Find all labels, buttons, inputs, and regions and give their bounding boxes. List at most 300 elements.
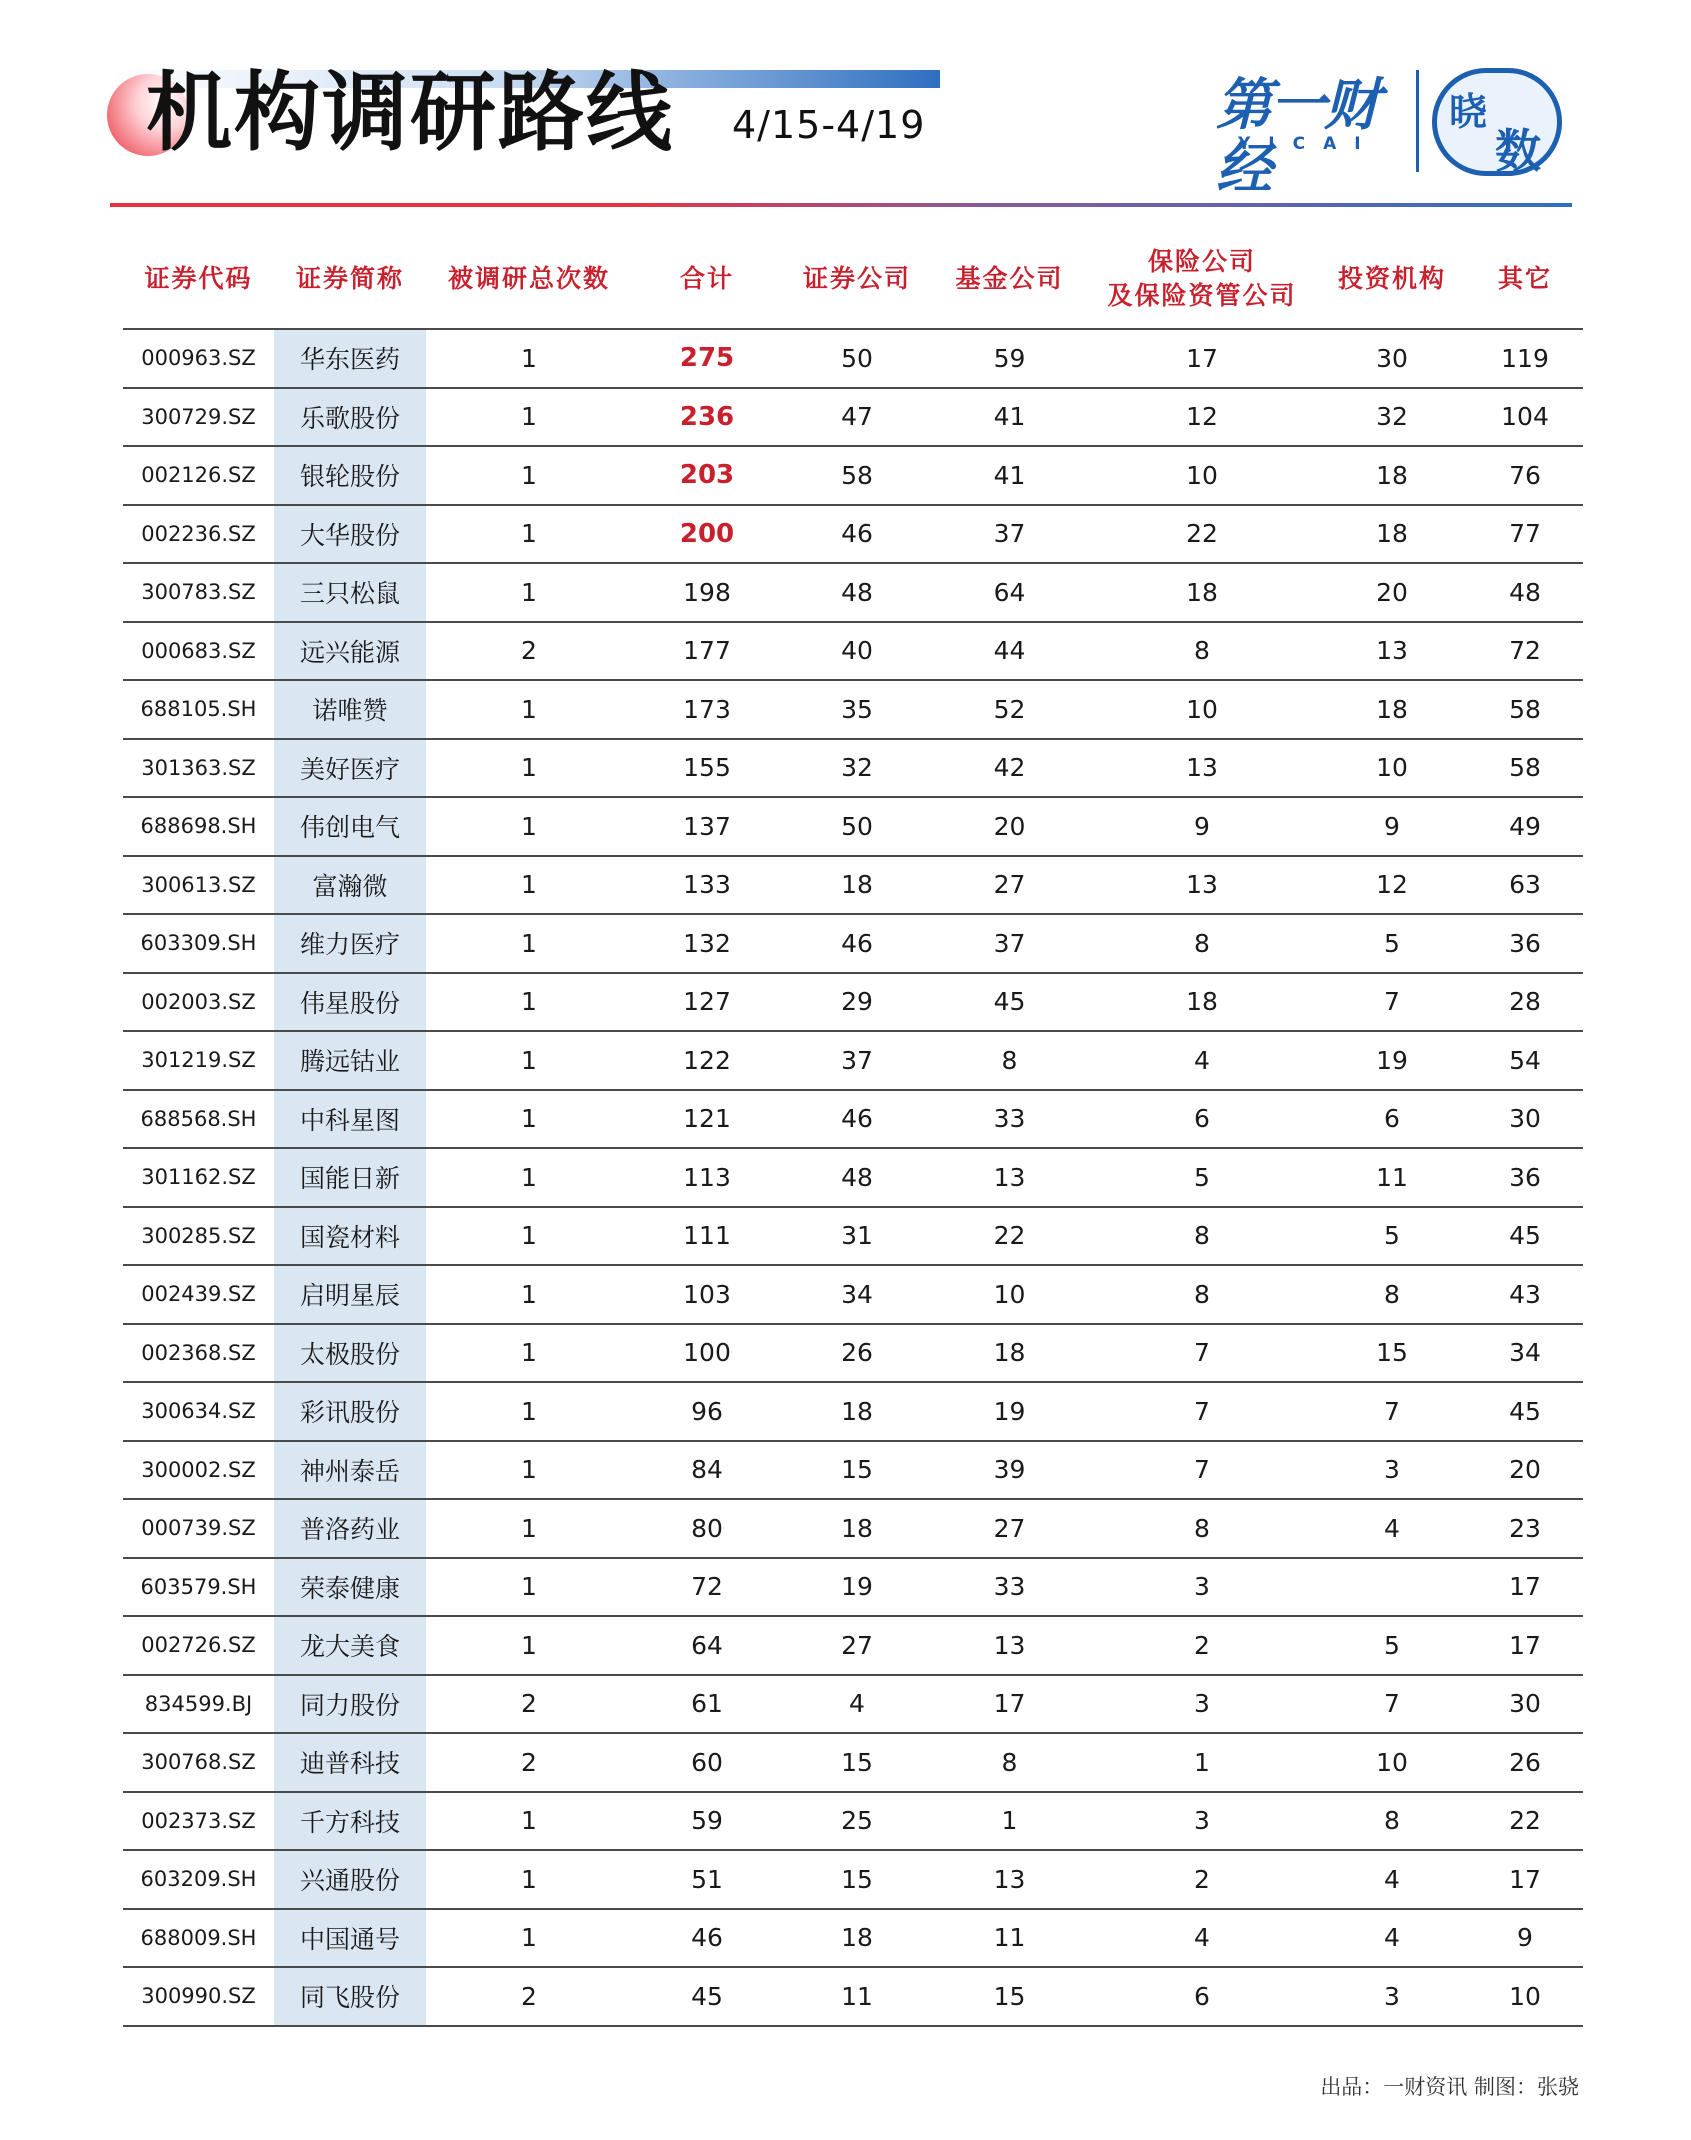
cell-securities: 15 — [841, 1455, 873, 1485]
cell-total: 198 — [683, 577, 731, 607]
table-row — [123, 1442, 1583, 1501]
cell-investment: 30 — [1376, 343, 1408, 373]
cell-name: 华东医药 — [299, 345, 400, 375]
cell-total: 200 — [679, 518, 735, 549]
cell-funds: 18 — [993, 1338, 1026, 1368]
cell-code: 300285.SZ — [141, 1223, 256, 1248]
table-row — [123, 623, 1583, 682]
cell-times: 1 — [521, 519, 537, 549]
cell-investment: 8 — [1384, 1279, 1400, 1309]
cell-other: 17 — [1509, 1864, 1541, 1894]
cell-funds: 13 — [993, 1162, 1026, 1192]
cell-total: 111 — [683, 1221, 731, 1251]
cell-name: 大华股份 — [299, 520, 400, 550]
footer-credit: 出品：一财资讯 制图：张骁 — [1320, 2075, 1579, 2099]
cell-times: 1 — [521, 987, 537, 1017]
cell-insurance: 10 — [1186, 694, 1218, 724]
cell-times: 1 — [521, 1396, 537, 1426]
cell-total: 132 — [683, 928, 731, 958]
cell-total: 84 — [691, 1455, 723, 1485]
cell-funds: 41 — [993, 402, 1026, 432]
cell-times: 1 — [521, 1045, 537, 1075]
cell-times: 1 — [521, 1104, 537, 1134]
table-body — [123, 330, 1583, 2027]
cell-name: 太极股份 — [299, 1339, 400, 1369]
cell-investment: 5 — [1384, 928, 1400, 958]
cell-total: 155 — [683, 753, 731, 783]
cell-investment: 12 — [1376, 870, 1408, 900]
cell-insurance: 5 — [1194, 1162, 1210, 1192]
cell-name: 诺唯赞 — [312, 696, 388, 726]
cell-funds: 59 — [993, 343, 1026, 373]
cell-other: 9 — [1517, 1923, 1533, 1953]
cell-securities: 27 — [841, 1630, 873, 1660]
cell-funds: 52 — [993, 694, 1026, 724]
cell-investment: 5 — [1384, 1630, 1400, 1660]
cell-investment: 4 — [1384, 1513, 1400, 1543]
table-row — [123, 1968, 1583, 2027]
cell-times: 1 — [521, 1513, 537, 1543]
cell-securities: 47 — [841, 402, 873, 432]
cell-times: 1 — [521, 1279, 537, 1309]
cell-investment: 13 — [1376, 636, 1408, 666]
cell-times: 2 — [521, 1689, 537, 1719]
cell-securities: 18 — [841, 1923, 873, 1953]
cell-times: 1 — [521, 928, 537, 958]
cell-times: 2 — [521, 1747, 537, 1777]
cell-other: 63 — [1509, 870, 1541, 900]
cell-investment: 20 — [1376, 577, 1408, 607]
cell-name: 美好医疗 — [299, 754, 400, 784]
cell-investment: 3 — [1384, 1981, 1400, 2011]
cell-other: 104 — [1501, 402, 1549, 432]
cell-times: 1 — [521, 753, 537, 783]
cell-total: 173 — [683, 694, 731, 724]
cell-code: 002439.SZ — [141, 1282, 256, 1307]
table-row — [123, 1208, 1583, 1267]
cell-times: 1 — [521, 1455, 537, 1485]
table-row — [123, 1617, 1583, 1676]
cell-total: 46 — [691, 1923, 723, 1953]
cell-total: 127 — [683, 987, 731, 1017]
cell-funds: 10 — [993, 1279, 1026, 1309]
table-row — [123, 681, 1583, 740]
cell-insurance: 8 — [1194, 1513, 1210, 1543]
table-row — [123, 1383, 1583, 1442]
cell-securities: 4 — [849, 1689, 865, 1719]
cell-investment: 8 — [1384, 1806, 1400, 1836]
cell-investment: 7 — [1384, 1396, 1400, 1426]
cell-insurance: 9 — [1194, 811, 1210, 841]
cell-securities: 37 — [841, 1045, 873, 1075]
cell-times: 1 — [521, 1923, 537, 1953]
cell-insurance: 17 — [1186, 343, 1218, 373]
col-header-securities: 证券公司 — [802, 264, 911, 293]
cell-insurance: 6 — [1194, 1104, 1210, 1134]
cell-name: 兴通股份 — [299, 1866, 400, 1896]
cell-name: 启明星辰 — [299, 1281, 400, 1311]
cell-investment: 3 — [1384, 1455, 1400, 1485]
cell-insurance: 18 — [1186, 577, 1218, 607]
yicai-logo — [1216, 73, 1406, 202]
cell-total: 137 — [683, 811, 731, 841]
cell-name: 国能日新 — [299, 1164, 400, 1194]
cell-insurance: 8 — [1194, 928, 1210, 958]
cell-code: 688698.SH — [140, 814, 257, 839]
cell-securities: 40 — [841, 636, 873, 666]
cell-securities: 46 — [841, 1104, 873, 1134]
cell-other: 77 — [1509, 519, 1541, 549]
cell-times: 1 — [521, 577, 537, 607]
cell-funds: 1 — [1001, 1806, 1018, 1836]
cell-name: 远兴能源 — [299, 637, 400, 667]
cell-insurance: 3 — [1194, 1806, 1210, 1836]
cell-insurance: 2 — [1194, 1630, 1210, 1660]
cell-funds: 27 — [993, 1513, 1026, 1543]
cell-code: 301219.SZ — [141, 1048, 256, 1073]
cell-other: 30 — [1509, 1104, 1541, 1134]
badge-text-1: 晓 — [1449, 90, 1488, 134]
cell-total: 103 — [683, 1279, 731, 1309]
cell-total: 51 — [691, 1864, 723, 1894]
cell-investment: 18 — [1376, 519, 1408, 549]
cell-total: 64 — [691, 1630, 723, 1660]
cell-name: 千方科技 — [299, 1807, 400, 1837]
col-header-code: 证券代码 — [144, 264, 253, 293]
cell-code: 603309.SH — [140, 931, 257, 956]
cell-securities: 48 — [841, 1162, 873, 1192]
table-row — [123, 915, 1583, 974]
cell-insurance: 13 — [1186, 870, 1218, 900]
cell-securities: 18 — [841, 1513, 873, 1543]
cell-funds: 33 — [993, 1104, 1026, 1134]
cell-code: 002373.SZ — [141, 1808, 256, 1833]
cell-securities: 18 — [841, 870, 873, 900]
research-table — [123, 230, 1583, 2027]
cell-code: 300729.SZ — [141, 404, 256, 429]
table-row — [123, 1851, 1583, 1910]
cell-securities: 46 — [841, 928, 873, 958]
cell-investment: 19 — [1376, 1045, 1408, 1075]
cell-other: 28 — [1509, 987, 1541, 1017]
cell-funds: 41 — [993, 460, 1026, 490]
col-header-times: 被调研总次数 — [447, 264, 610, 293]
cell-code: 300990.SZ — [141, 1984, 256, 2009]
cell-investment: 6 — [1384, 1104, 1400, 1134]
cell-funds: 27 — [993, 870, 1026, 900]
cell-insurance: 7 — [1194, 1396, 1210, 1426]
header-divider-line — [110, 203, 1572, 207]
cell-other: 45 — [1509, 1396, 1541, 1426]
cell-total: 60 — [691, 1747, 723, 1777]
cell-code: 834599.BJ — [144, 1691, 253, 1716]
table-row — [123, 857, 1583, 916]
cell-times: 1 — [521, 1221, 537, 1251]
cell-times: 1 — [521, 460, 537, 490]
cell-total: 177 — [683, 636, 731, 666]
cell-name: 银轮股份 — [299, 462, 400, 492]
cell-other: 72 — [1509, 636, 1541, 666]
cell-investment: 15 — [1376, 1338, 1408, 1368]
cell-securities: 25 — [841, 1806, 873, 1836]
cell-name: 荣泰健康 — [299, 1573, 400, 1603]
cell-name: 国瓷材料 — [299, 1222, 400, 1252]
cell-funds: 42 — [993, 753, 1026, 783]
cell-investment: 7 — [1384, 1689, 1400, 1719]
table-row — [123, 1032, 1583, 1091]
table-row — [123, 1559, 1583, 1618]
cell-insurance: 2 — [1194, 1864, 1210, 1894]
cell-total: 275 — [679, 343, 735, 374]
cell-other: 17 — [1509, 1572, 1541, 1602]
table-row — [123, 447, 1583, 506]
cell-securities: 46 — [841, 519, 873, 549]
cell-insurance: 7 — [1194, 1338, 1210, 1368]
cell-name: 彩讯股份 — [299, 1398, 400, 1428]
cell-funds: 39 — [993, 1455, 1026, 1485]
cell-name: 三只松鼠 — [299, 579, 400, 609]
cell-insurance: 1 — [1194, 1747, 1210, 1777]
cell-securities: 34 — [841, 1279, 873, 1309]
cell-name: 维力医疗 — [299, 930, 400, 960]
cell-investment: 11 — [1376, 1162, 1408, 1192]
cell-investment: 32 — [1376, 402, 1408, 432]
cell-code: 688568.SH — [140, 1106, 257, 1131]
cell-name: 龙大美食 — [299, 1632, 400, 1662]
cell-funds: 37 — [993, 519, 1026, 549]
cell-other: 36 — [1509, 1162, 1541, 1192]
cell-total: 121 — [683, 1104, 731, 1134]
cell-other: 17 — [1509, 1630, 1541, 1660]
cell-insurance: 3 — [1194, 1689, 1210, 1719]
cell-securities: 58 — [841, 460, 873, 490]
cell-other: 36 — [1509, 928, 1541, 958]
cell-name: 神州泰岳 — [299, 1456, 400, 1486]
cell-times: 1 — [521, 811, 537, 841]
cell-securities: 50 — [841, 343, 873, 373]
cell-name: 同力股份 — [299, 1690, 400, 1720]
cell-other: 26 — [1509, 1747, 1541, 1777]
table-row — [123, 1091, 1583, 1150]
cell-funds: 17 — [993, 1689, 1026, 1719]
cell-name: 腾远钴业 — [299, 1047, 400, 1077]
cell-securities: 19 — [841, 1572, 873, 1602]
table-row — [123, 506, 1583, 565]
cell-name: 乐歌股份 — [299, 403, 400, 433]
cell-investment — [1317, 1559, 1467, 1616]
brand-latin: YICAI — [1238, 134, 1379, 154]
cell-name: 同飞股份 — [299, 1983, 400, 2013]
cell-name: 普洛药业 — [299, 1515, 400, 1545]
cell-securities: 35 — [841, 694, 873, 724]
cell-times: 1 — [521, 1162, 537, 1192]
table-row — [123, 740, 1583, 799]
cell-other: 30 — [1509, 1689, 1541, 1719]
cell-code: 002726.SZ — [141, 1633, 256, 1658]
cell-securities: 15 — [841, 1747, 873, 1777]
cell-total: 133 — [683, 870, 731, 900]
cell-funds: 37 — [993, 928, 1026, 958]
cell-investment: 9 — [1384, 811, 1400, 841]
col-header-total: 合计 — [679, 264, 734, 293]
table-row — [123, 564, 1583, 623]
cell-code: 688009.SH — [140, 1925, 257, 1950]
cell-funds: 20 — [993, 811, 1026, 841]
cell-name: 伟创电气 — [299, 813, 400, 843]
cell-code: 002126.SZ — [141, 463, 256, 488]
cell-code: 000683.SZ — [141, 638, 256, 663]
cell-funds: 44 — [993, 636, 1026, 666]
cell-insurance: 4 — [1194, 1923, 1210, 1953]
table-row — [123, 1793, 1583, 1852]
cell-funds: 15 — [993, 1981, 1026, 2011]
cell-other: 45 — [1509, 1221, 1541, 1251]
cell-securities: 29 — [841, 987, 873, 1017]
table-row — [123, 1500, 1583, 1559]
cell-insurance: 3 — [1194, 1572, 1210, 1602]
cell-insurance: 18 — [1186, 987, 1218, 1017]
cell-investment: 5 — [1384, 1221, 1400, 1251]
cell-total: 100 — [683, 1338, 731, 1368]
cell-other: 20 — [1509, 1455, 1541, 1485]
cell-code: 603209.SH — [140, 1867, 257, 1892]
cell-total: 61 — [691, 1689, 723, 1719]
cell-securities: 11 — [841, 1981, 873, 2011]
table-row — [123, 1325, 1583, 1384]
cell-other: 48 — [1509, 577, 1541, 607]
cell-times: 1 — [521, 1806, 537, 1836]
cell-funds: 33 — [993, 1572, 1026, 1602]
cell-securities: 15 — [841, 1864, 873, 1894]
brand-divider — [1416, 70, 1419, 172]
cell-securities: 31 — [841, 1221, 873, 1251]
cell-code: 002003.SZ — [141, 989, 256, 1014]
cell-securities: 48 — [841, 577, 873, 607]
page-title: 机构调研路线 — [146, 63, 674, 163]
cell-code: 301162.SZ — [141, 1165, 256, 1190]
cell-other: 58 — [1509, 753, 1541, 783]
cell-code: 000963.SZ — [141, 346, 256, 371]
cell-name: 富瀚微 — [312, 871, 388, 901]
cell-other: 119 — [1501, 343, 1549, 373]
badge-text-2: 数 — [1495, 124, 1541, 178]
cell-insurance: 7 — [1194, 1455, 1210, 1485]
cell-times: 2 — [521, 1981, 537, 2011]
cell-other: 10 — [1509, 1981, 1541, 2011]
cell-insurance: 12 — [1186, 402, 1218, 432]
cell-code: 300613.SZ — [141, 872, 256, 897]
col-header-investment: 投资机构 — [1337, 264, 1446, 293]
col-header-insurance: 保险公司 及保险资管公司 — [1107, 247, 1297, 310]
cell-total: 113 — [683, 1162, 731, 1192]
cell-code: 002368.SZ — [141, 1340, 256, 1365]
cell-securities: 50 — [841, 811, 873, 841]
cell-investment: 7 — [1384, 987, 1400, 1017]
table-row — [123, 1266, 1583, 1325]
date-range: 4/15-4/19 — [732, 103, 926, 147]
cell-investment: 4 — [1384, 1864, 1400, 1894]
cell-funds: 45 — [993, 987, 1026, 1017]
cell-securities: 26 — [841, 1338, 873, 1368]
cell-code: 300783.SZ — [141, 580, 256, 605]
cell-investment: 4 — [1384, 1923, 1400, 1953]
brand-name: 第一财经 — [1216, 73, 1378, 202]
cell-times: 1 — [521, 1572, 537, 1602]
cell-insurance: 10 — [1186, 460, 1218, 490]
table-row — [123, 1676, 1583, 1735]
cell-funds: 8 — [1001, 1747, 1018, 1777]
cell-funds: 64 — [993, 577, 1026, 607]
cell-total: 236 — [679, 401, 735, 432]
cell-name: 中国通号 — [299, 1924, 400, 1954]
cell-times: 1 — [521, 1864, 537, 1894]
cell-total: 203 — [679, 460, 735, 491]
table-row — [123, 1734, 1583, 1793]
cell-name: 中科星图 — [299, 1105, 400, 1135]
cell-funds: 22 — [993, 1221, 1026, 1251]
cell-total: 72 — [691, 1572, 723, 1602]
cell-total: 96 — [691, 1396, 723, 1426]
cell-investment: 10 — [1376, 1747, 1408, 1777]
xiaoshu-badge-logo — [1432, 68, 1562, 176]
cell-times: 1 — [521, 1338, 537, 1368]
cell-funds: 13 — [993, 1630, 1026, 1660]
cell-insurance: 8 — [1194, 1279, 1210, 1309]
cell-other: 34 — [1509, 1338, 1541, 1368]
cell-investment: 10 — [1376, 753, 1408, 783]
cell-insurance: 8 — [1194, 1221, 1210, 1251]
cell-other: 43 — [1509, 1279, 1541, 1309]
cell-times: 2 — [521, 636, 537, 666]
cell-code: 000739.SZ — [141, 1516, 256, 1541]
cell-other: 23 — [1509, 1513, 1541, 1543]
cell-code: 603579.SH — [140, 1574, 257, 1599]
table-row — [123, 389, 1583, 448]
cell-code: 301363.SZ — [141, 755, 256, 780]
cell-code: 688105.SH — [140, 697, 257, 722]
table-row — [123, 1910, 1583, 1969]
table-row — [123, 798, 1583, 857]
cell-times: 1 — [521, 1630, 537, 1660]
cell-securities: 32 — [841, 753, 873, 783]
cell-insurance: 13 — [1186, 753, 1218, 783]
cell-code: 002236.SZ — [141, 521, 256, 546]
cell-code: 300634.SZ — [141, 1399, 256, 1424]
table-row — [123, 974, 1583, 1033]
cell-times: 1 — [521, 870, 537, 900]
cell-total: 45 — [691, 1981, 723, 2011]
cell-other: 76 — [1509, 460, 1541, 490]
cell-funds: 11 — [993, 1923, 1026, 1953]
cell-other: 54 — [1509, 1045, 1541, 1075]
table-header — [123, 230, 1583, 330]
cell-total: 122 — [683, 1045, 731, 1075]
table-row — [123, 1149, 1583, 1208]
cell-times: 1 — [521, 402, 537, 432]
cell-investment: 18 — [1376, 694, 1408, 724]
cell-insurance: 4 — [1194, 1045, 1210, 1075]
cell-total: 59 — [691, 1806, 723, 1836]
cell-code: 300768.SZ — [141, 1750, 256, 1775]
cell-insurance: 22 — [1186, 519, 1218, 549]
cell-funds: 19 — [993, 1396, 1026, 1426]
cell-times: 1 — [521, 694, 537, 724]
cell-name: 迪普科技 — [299, 1749, 400, 1779]
cell-other: 58 — [1509, 694, 1541, 724]
cell-times: 1 — [521, 343, 537, 373]
cell-insurance: 6 — [1194, 1981, 1210, 2011]
cell-investment: 18 — [1376, 460, 1408, 490]
